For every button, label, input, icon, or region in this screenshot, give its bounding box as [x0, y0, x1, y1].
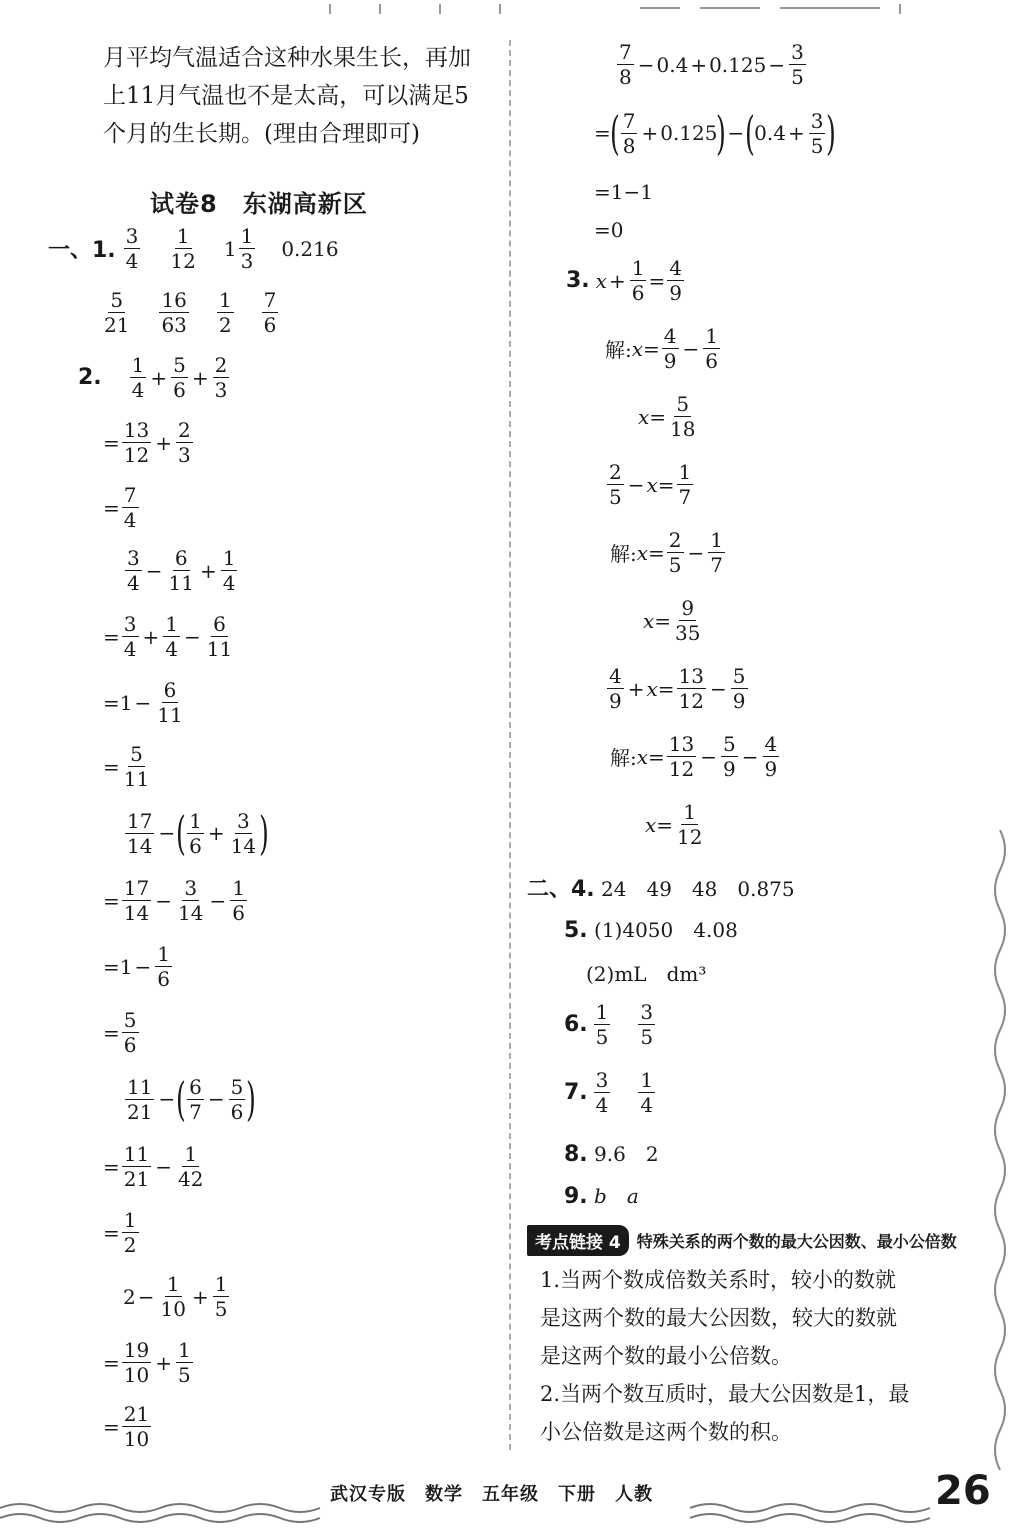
knowledge-link-banner — [527, 1225, 957, 1255]
banner-tag: 考点链接 4 — [527, 1225, 629, 1256]
q1-row1: 一、1. $\frac{3}{4}$ $\frac{1}{12}$ 1 $\frac{1}{3}$ 0.216 — [48, 224, 339, 273]
q5-row-b: (2)mL dm³ — [586, 962, 707, 986]
step: = $\frac{13}{12}$ + $\frac{2}{3}$ — [103, 418, 191, 467]
question-label: 一、1. — [48, 238, 116, 263]
step: = 1 − $\frac{6}{11}$ — [103, 678, 183, 727]
solution: x = $\frac{9}{35}$ — [643, 596, 701, 645]
q2-expr2: $\frac{3}{4}$ − $\frac{6}{11}$ + $\frac{1}{4}$ — [127, 546, 236, 595]
solution: x = $\frac{1}{12}$ — [645, 800, 703, 849]
question-label: 2. — [78, 365, 102, 390]
q3-eq3: $\frac{4}{9}$ + x = $\frac{13}{12}$ − $\frac{5}{9}$ — [609, 664, 746, 713]
section-title: 试卷8 东湖高新区 — [150, 190, 368, 218]
solution: x = $\frac{5}{18}$ — [638, 392, 696, 441]
top-decoration — [0, 0, 1016, 18]
q1-row2: $\frac{5}{21}$ $\frac{16}{63}$ $\frac{1}{2}$ $\frac{7}{6}$ — [104, 288, 277, 337]
intro-line: 上11月气温也不是太高，可以满足5 — [103, 83, 469, 109]
footer-info: 武汉专版 数学 五年级 下册 人教 — [330, 1484, 653, 1505]
q2-expr3: $\frac{17}{14}$ − ( $\frac{1}{6}$ + $\frac{3}{14}$ ) — [127, 806, 270, 860]
step: = $\frac{3}{4}$ + $\frac{1}{4}$ − $\frac{6}{11}$ — [103, 612, 233, 661]
step: = $\frac{19}{10}$ + $\frac{1}{5}$ — [103, 1338, 191, 1387]
step: =1−1 — [594, 180, 653, 204]
step: = $\frac{21}{10}$ — [103, 1402, 150, 1451]
q6-row: 6. $\frac{1}{5}$ $\frac{3}{5}$ — [564, 1000, 654, 1049]
page-number: 26 — [935, 1468, 991, 1514]
q7-row: 7. $\frac{3}{4}$ $\frac{1}{4}$ — [564, 1068, 654, 1117]
fraction: $\frac{3}{4}$ — [125, 224, 139, 273]
wave-decoration — [985, 830, 1016, 1480]
step: = $\frac{17}{14}$ − $\frac{3}{14}$ − $\frac{1}{6}$ — [103, 876, 245, 925]
intro-line: 月平均气温适合这种水果生长，再加 — [103, 45, 471, 71]
question-label: 3. — [566, 268, 590, 293]
q2-expr1: 2. $\frac{1}{4}$ + $\frac{5}{6}$ + $\frac{2}{3}$ — [78, 353, 228, 402]
solution: 解: x = $\frac{13}{12}$ − $\frac{5}{9}$ − $\frac{4}{9}$ — [610, 732, 778, 781]
note-line: 1.当两个数成倍数关系时，较小的数就 — [540, 1268, 897, 1292]
step: = ( $\frac{7}{8}$ + 0.125 ) − ( 0.4 + $\frac{3}{5}$ ) — [594, 106, 837, 160]
column-divider — [509, 40, 511, 1450]
step: = $\frac{7}{4}$ — [103, 483, 137, 532]
step: = 1 − $\frac{1}{6}$ — [103, 942, 170, 991]
solution: 解: x = $\frac{2}{5}$ − $\frac{1}{7}$ — [610, 528, 724, 577]
q5-row: 5. (1)4050 4.08 — [564, 918, 738, 943]
intro-line: 个月的生长期。(理由合理即可) — [103, 121, 420, 147]
decimal-answer: 0.216 — [281, 236, 339, 261]
banner-title: 特殊关系的两个数的最大公因数、最小公倍数 — [636, 1231, 957, 1251]
q3-eq1: 3. x + $\frac{1}{6}$ = $\frac{4}{9}$ — [566, 256, 682, 305]
q2-expr6: $\frac{7}{8}$ − 0.4 + 0.125 − $\frac{3}{5}$ — [619, 40, 804, 89]
solution: 解: x = $\frac{4}{9}$ − $\frac{1}{6}$ — [605, 324, 719, 373]
q4-row: 二、4. 24 49 48 0.875 — [527, 877, 795, 902]
q2-expr5: 2 − $\frac{1}{10}$ + $\frac{1}{5}$ — [123, 1272, 228, 1321]
step: = $\frac{5}{11}$ — [103, 742, 150, 791]
q2-expr4: $\frac{11}{21}$ − ( $\frac{6}{7}$ − $\frac{5}{6}$ ) — [127, 1072, 257, 1126]
note-line: 是这两个数的最小公倍数。 — [540, 1344, 792, 1368]
step: = $\frac{1}{2}$ — [103, 1208, 137, 1257]
fraction: $\frac{1}{3}$ — [240, 224, 254, 273]
q3-eq2: $\frac{2}{5}$ − x = $\frac{1}{7}$ — [609, 460, 692, 509]
note-line: 是这两个数的最大公因数，较大的数就 — [540, 1306, 897, 1330]
q9-row: 9. b a — [564, 1184, 639, 1209]
step: = $\frac{5}{6}$ — [103, 1008, 137, 1057]
note-line: 2.当两个数互质时，最大公因数是1，最 — [540, 1382, 910, 1406]
fraction: $\frac{1}{12}$ — [170, 224, 196, 273]
q8-row: 8. 9.6 2 — [564, 1142, 659, 1167]
note-line: 小公倍数是这两个数的积。 — [540, 1420, 792, 1444]
step: = $\frac{11}{21}$ − $\frac{1}{42}$ — [103, 1142, 204, 1191]
step: =0 — [594, 218, 624, 242]
